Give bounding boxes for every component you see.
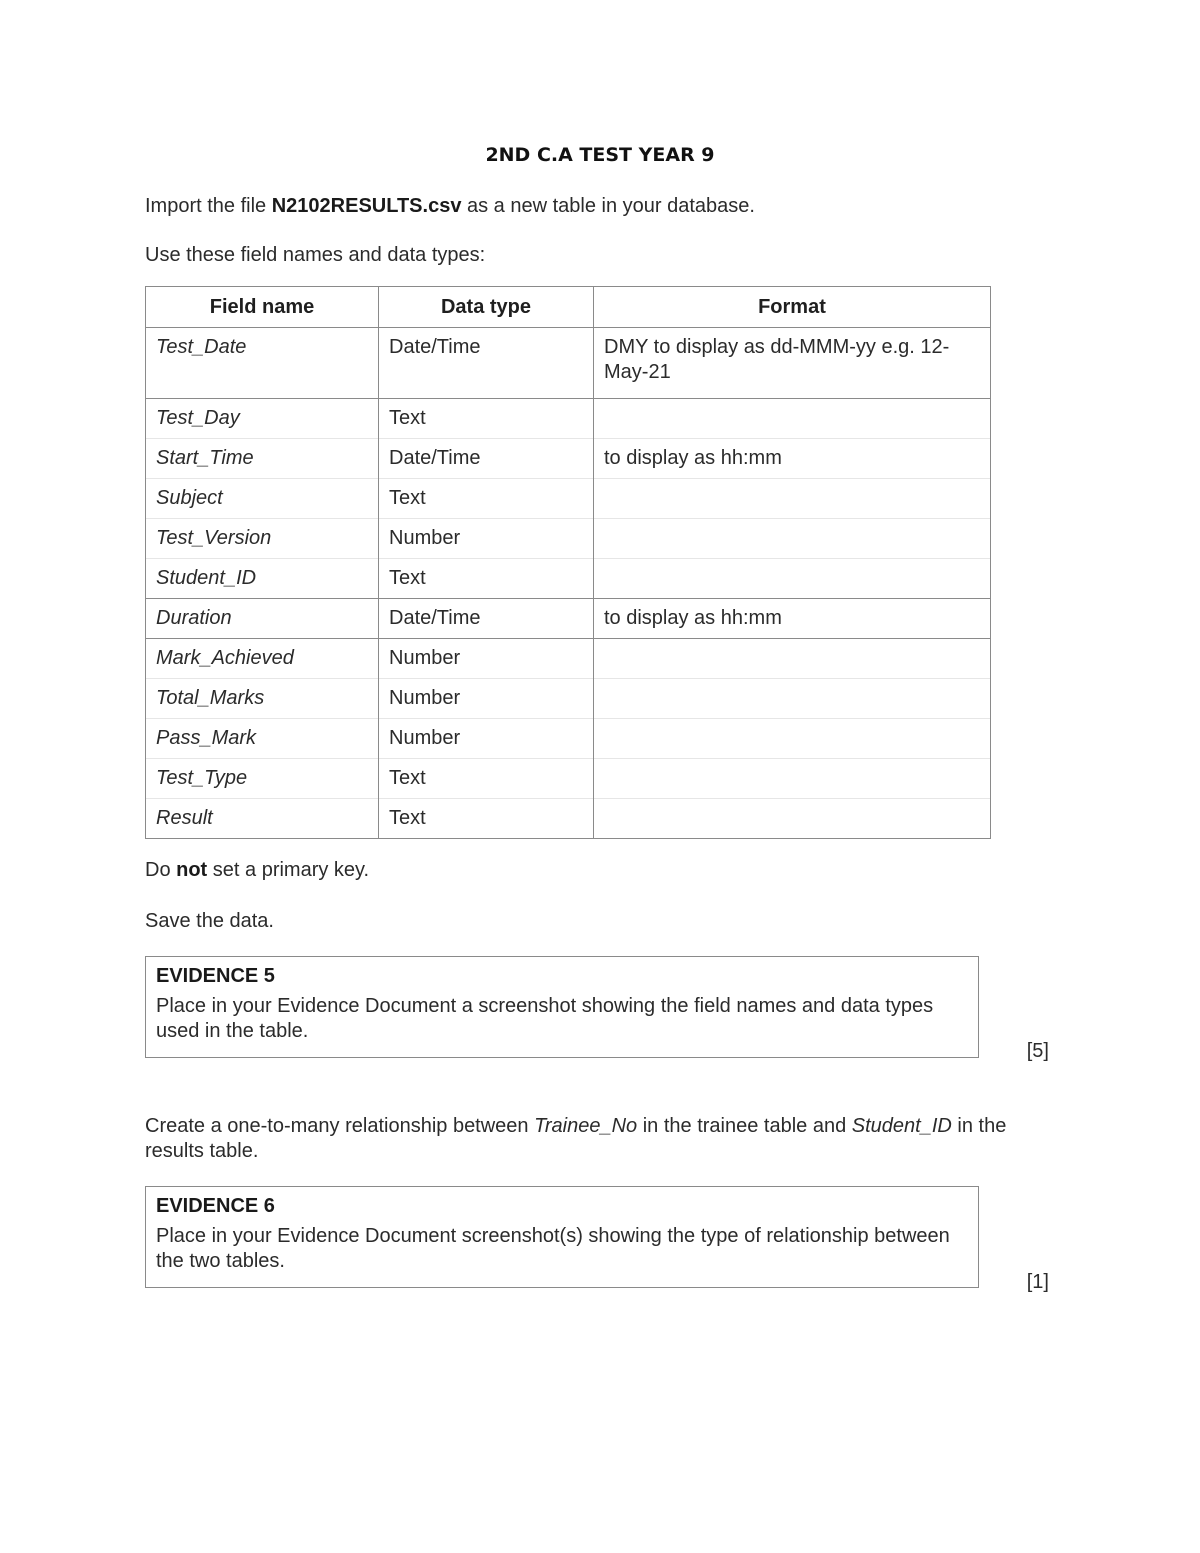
format-cell <box>594 479 991 519</box>
table-row <box>146 399 991 439</box>
data-type-cell: Text <box>379 399 594 439</box>
evidence-5-marks: [5] <box>1026 1040 1049 1062</box>
data-type-cell: Number <box>379 679 594 719</box>
data-type-cell: Number <box>379 519 594 559</box>
table-row <box>146 759 991 799</box>
field-name-cell: Duration <box>146 599 379 639</box>
format-cell <box>594 799 991 839</box>
import-filename: N2102RESULTS.csv <box>271 195 462 217</box>
evidence-5-box <box>145 956 979 1058</box>
import-instruction <box>145 194 755 219</box>
field-name-cell: Subject <box>146 479 379 519</box>
data-type-cell: Text <box>379 799 594 839</box>
header-format: Format <box>594 287 991 328</box>
table-row <box>146 559 991 599</box>
format-cell <box>594 759 991 799</box>
table-row <box>146 519 991 559</box>
evidence-5-text: Place in your Evidence Document a screenshot showing the field names and data types used in the table. <box>156 995 934 1042</box>
import-text-after: as a new table in your database. <box>461 195 755 217</box>
use-fields-instruction: Use these field names and data types: <box>145 244 486 266</box>
field-name-cell: Test_Day <box>146 399 379 439</box>
rel-text-3: in the results table. <box>145 1115 1007 1162</box>
evidence-6-title: EVIDENCE 6 <box>156 1195 275 1217</box>
table-row <box>146 719 991 759</box>
data-type-cell: Date/Time <box>379 599 594 639</box>
rel-field-student-id: Student_ID <box>851 1115 952 1137</box>
table-row <box>146 328 991 399</box>
field-name-cell: Test_Type <box>146 759 379 799</box>
header-field-name: Field name <box>146 287 379 328</box>
data-type-cell: Number <box>379 639 594 679</box>
evidence-6-marks: [1] <box>1026 1271 1049 1293</box>
table-row <box>146 479 991 519</box>
data-type-cell: Number <box>379 719 594 759</box>
field-name-cell: Mark_Achieved <box>146 639 379 679</box>
data-type-cell: Text <box>379 559 594 599</box>
page-title: 2ND C.A TEST YEAR 9 <box>485 144 715 166</box>
field-name-cell: Test_Date <box>146 328 379 399</box>
format-cell <box>594 679 991 719</box>
relationship-instruction <box>145 1114 1055 1164</box>
pk-text-after: set a primary key. <box>207 859 370 881</box>
data-type-cell: Date/Time <box>379 328 594 399</box>
format-cell: to display as hh:mm <box>594 439 991 479</box>
evidence-6-box <box>145 1186 979 1288</box>
pk-text-before: Do <box>145 859 177 881</box>
format-cell <box>594 559 991 599</box>
field-definitions-table <box>145 286 991 839</box>
rel-text-1: Create a one-to-many relationship between <box>145 1115 535 1137</box>
table-row <box>146 799 991 839</box>
table-row <box>146 679 991 719</box>
evidence-5-title: EVIDENCE 5 <box>156 965 275 987</box>
format-cell <box>594 519 991 559</box>
table-row <box>146 599 991 639</box>
header-data-type: Data type <box>379 287 594 328</box>
field-name-cell: Pass_Mark <box>146 719 379 759</box>
import-text-before: Import the file <box>145 195 272 217</box>
table-header-row <box>146 287 991 328</box>
rel-text-2: in the trainee table and <box>637 1115 852 1137</box>
field-name-cell: Student_ID <box>146 559 379 599</box>
field-name-cell: Start_Time <box>146 439 379 479</box>
format-cell <box>594 719 991 759</box>
format-cell <box>594 399 991 439</box>
data-type-cell: Text <box>379 479 594 519</box>
format-cell <box>594 639 991 679</box>
pk-emphasis: not <box>176 859 208 881</box>
format-cell: to display as hh:mm <box>594 599 991 639</box>
field-name-cell: Total_Marks <box>146 679 379 719</box>
field-name-cell: Result <box>146 799 379 839</box>
primary-key-instruction <box>145 858 369 883</box>
rel-field-trainee-no: Trainee_No <box>534 1115 638 1137</box>
table-row <box>146 639 991 679</box>
field-name-cell: Test_Version <box>146 519 379 559</box>
save-instruction: Save the data. <box>145 910 274 932</box>
evidence-6-text: Place in your Evidence Document screenshot(s) showing the type of relationship between the two tables. <box>156 1225 950 1272</box>
data-type-cell: Date/Time <box>379 439 594 479</box>
table-row <box>146 439 991 479</box>
data-type-cell: Text <box>379 759 594 799</box>
format-cell: DMY to display as dd-MMM-yy e.g. 12-May-21 <box>594 328 991 399</box>
